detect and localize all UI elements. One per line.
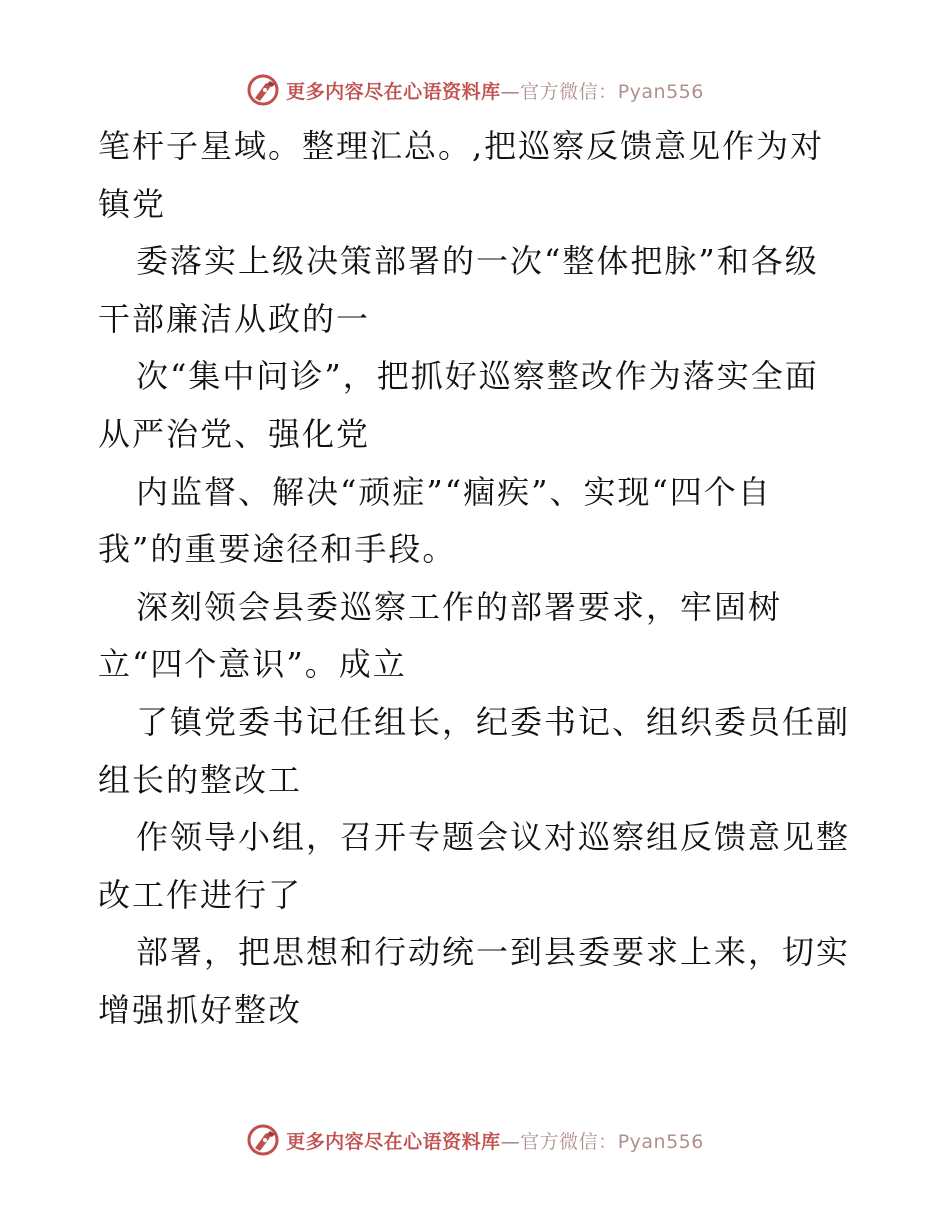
pen-nib-logo-icon <box>246 73 280 107</box>
footer-separator: — <box>500 1130 521 1153</box>
text-line-16: 增强抓好整改 <box>98 990 303 1029</box>
footer-wechat-id: Pyan556 <box>617 1130 704 1153</box>
footer-wechat-label: 官方微信： <box>520 1130 618 1153</box>
text-line-3: 委落实上级决策部署的一次“整体把脉”和各级 <box>136 242 819 281</box>
text-line-11: 了镇党委书记任组长，纪委书记、组织委员任副 <box>136 702 851 741</box>
header-separator: — <box>500 80 521 103</box>
text-line-10: 立“四个意识”。成立 <box>98 645 407 684</box>
header-wechat-id: Pyan556 <box>617 80 704 103</box>
text-line-5: 次“集中问诊”，把抓好巡察整改作为落实全面 <box>136 357 819 396</box>
text-line-9: 深刻领会县委巡察工作的部署要求，牢固树 <box>136 587 783 626</box>
footer-banner <box>0 1120 950 1160</box>
text-line-1: 笔杆子星域。整理汇总。,把巡察反馈意见作为对 <box>98 127 825 165</box>
footer-brand: 更多内容尽在心语资料库 <box>286 1130 501 1153</box>
header-text <box>286 77 704 104</box>
text-line-14: 改工作进行了 <box>98 875 303 914</box>
text-line-6: 从严治党、强化党 <box>98 414 371 453</box>
pen-nib-logo-icon <box>246 1123 280 1157</box>
document-body <box>98 118 878 1040</box>
text-line-12: 组长的整改工 <box>98 760 303 799</box>
footer-text <box>286 1127 704 1154</box>
text-line-4: 干部廉洁从政的一 <box>98 299 371 338</box>
text-line-8: 我”的重要途径和手段。 <box>98 530 457 569</box>
text-line-15: 部署，把思想和行动统一到县委要求上来，切实 <box>136 933 851 972</box>
header-brand: 更多内容尽在心语资料库 <box>286 80 501 103</box>
text-line-13: 作领导小组，召开专题会议对巡察组反馈意见整 <box>136 818 851 857</box>
header-banner <box>0 70 950 110</box>
text-line-7: 内监督、解决“顽症”“痼疾”、实现“四个自 <box>136 472 772 511</box>
text-line-2: 镇党 <box>98 184 167 223</box>
header-wechat-label: 官方微信： <box>520 80 618 103</box>
